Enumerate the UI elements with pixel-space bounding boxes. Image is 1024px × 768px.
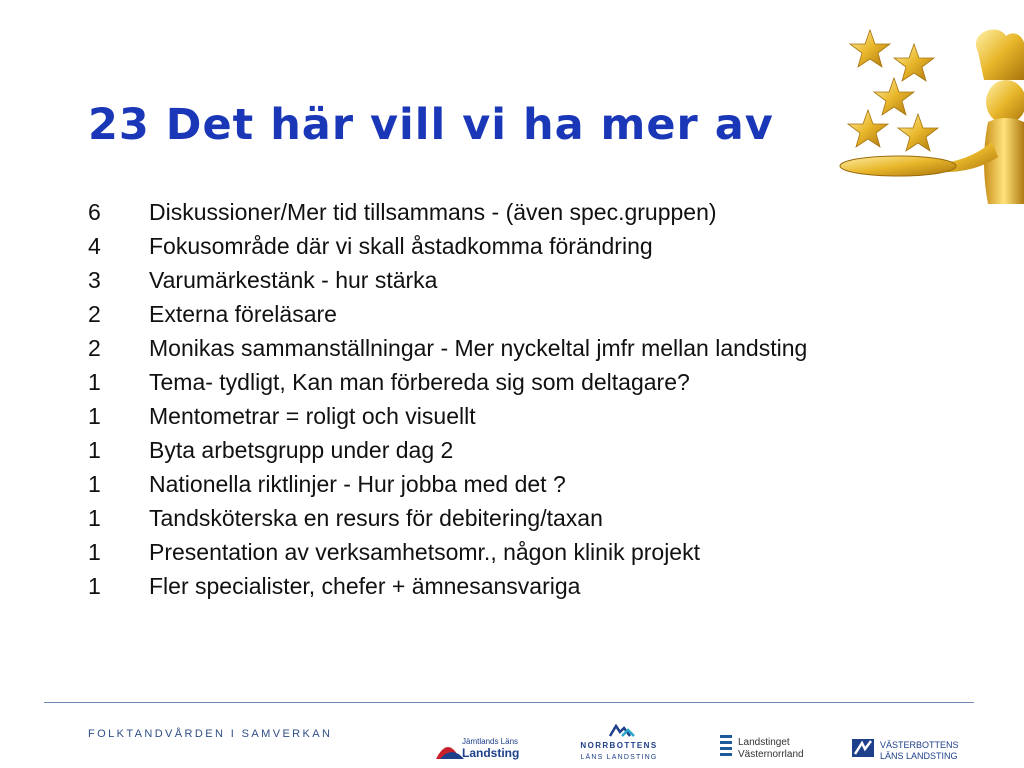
list-item	[88, 404, 878, 429]
star-icon	[850, 30, 890, 67]
item-count: 1	[88, 573, 101, 599]
item-count: 3	[88, 267, 101, 293]
item-count: 1	[88, 539, 101, 565]
item-text: Presentation av verksamhetsomr., någon klinik projekt	[149, 539, 700, 565]
item-text: Tandsköterska en resurs för debitering/taxan	[149, 505, 603, 531]
list-item	[88, 472, 878, 497]
jamtland-landsting-logo	[434, 731, 524, 763]
vasterbottens-lans-landsting-logo	[850, 735, 970, 763]
item-text: Monikas sammanställningar - Mer nyckeltal jmfr mellan landsting	[149, 335, 808, 361]
item-count: 2	[88, 335, 101, 361]
svg-text:Landstinget: Landstinget	[738, 737, 790, 748]
item-text: Diskussioner/Mer tid tillsammans - (även spec.gruppen)	[149, 199, 717, 225]
svg-text:VÄSTERBOTTENS: VÄSTERBOTTENS	[880, 740, 959, 750]
item-text: Varumärkestänk - hur stärka	[149, 267, 438, 293]
item-text: Fokusområde där vi skall åstadkomma förändring	[149, 233, 653, 259]
svg-text:Landsting: Landsting	[462, 746, 520, 760]
list-item	[88, 302, 878, 327]
item-text: Fler specialister, chefer + ämnesansvariga	[149, 573, 581, 599]
feedback-list	[88, 200, 878, 608]
serving-tray	[840, 156, 956, 176]
list-item	[88, 540, 878, 565]
star-icon	[898, 114, 938, 151]
svg-text:NORRBOTTENS: NORRBOTTENS	[580, 741, 658, 750]
list-item	[88, 234, 878, 259]
svg-text:Jämtlands Läns: Jämtlands Läns	[462, 737, 519, 746]
item-text: Byta arbetsgrupp under dag 2	[149, 437, 454, 463]
list-item	[88, 336, 878, 361]
footer-org-text: FOLKTANDVÅRDEN I SAMVERKAN	[88, 728, 333, 740]
star-icon	[848, 110, 888, 147]
slide-title: 23 Det här vill vi ha mer av	[88, 100, 774, 150]
star-icon	[894, 44, 934, 81]
gold-stars-waiter-illustration	[838, 22, 1024, 204]
svg-text:LÄNS LANDSTING: LÄNS LANDSTING	[880, 751, 958, 761]
item-text: Externa föreläsare	[149, 301, 337, 327]
item-count: 1	[88, 471, 101, 497]
item-count: 1	[88, 369, 101, 395]
item-count: 1	[88, 437, 101, 463]
item-count: 1	[88, 403, 101, 429]
item-text: Mentometrar = roligt och visuellt	[149, 403, 476, 429]
chef-head	[986, 80, 1024, 124]
vasternorrland-logo-mark	[720, 735, 732, 756]
list-item	[88, 200, 878, 225]
item-count: 1	[88, 505, 101, 531]
list-item	[88, 268, 878, 293]
svg-text:Västernorrland: Västernorrland	[738, 749, 804, 760]
svg-text:LÄNS LANDSTING: LÄNS LANDSTING	[580, 754, 658, 761]
list-item	[88, 506, 878, 531]
item-text: Nationella riktlinjer - Hur jobba med det ?	[149, 471, 566, 497]
list-item	[88, 438, 878, 463]
item-count: 4	[88, 233, 101, 259]
chef-hat	[976, 29, 1024, 80]
landstinget-vasternorrland-logo	[718, 733, 818, 763]
norrbottens-lans-landsting-logo	[574, 724, 664, 764]
item-count: 2	[88, 301, 101, 327]
list-item	[88, 574, 878, 599]
item-count: 6	[88, 199, 101, 225]
footer-divider	[44, 702, 974, 703]
star-icon	[874, 78, 914, 115]
item-text: Tema- tydligt, Kan man förbereda sig som deltagare?	[149, 369, 690, 395]
list-item	[88, 370, 878, 395]
